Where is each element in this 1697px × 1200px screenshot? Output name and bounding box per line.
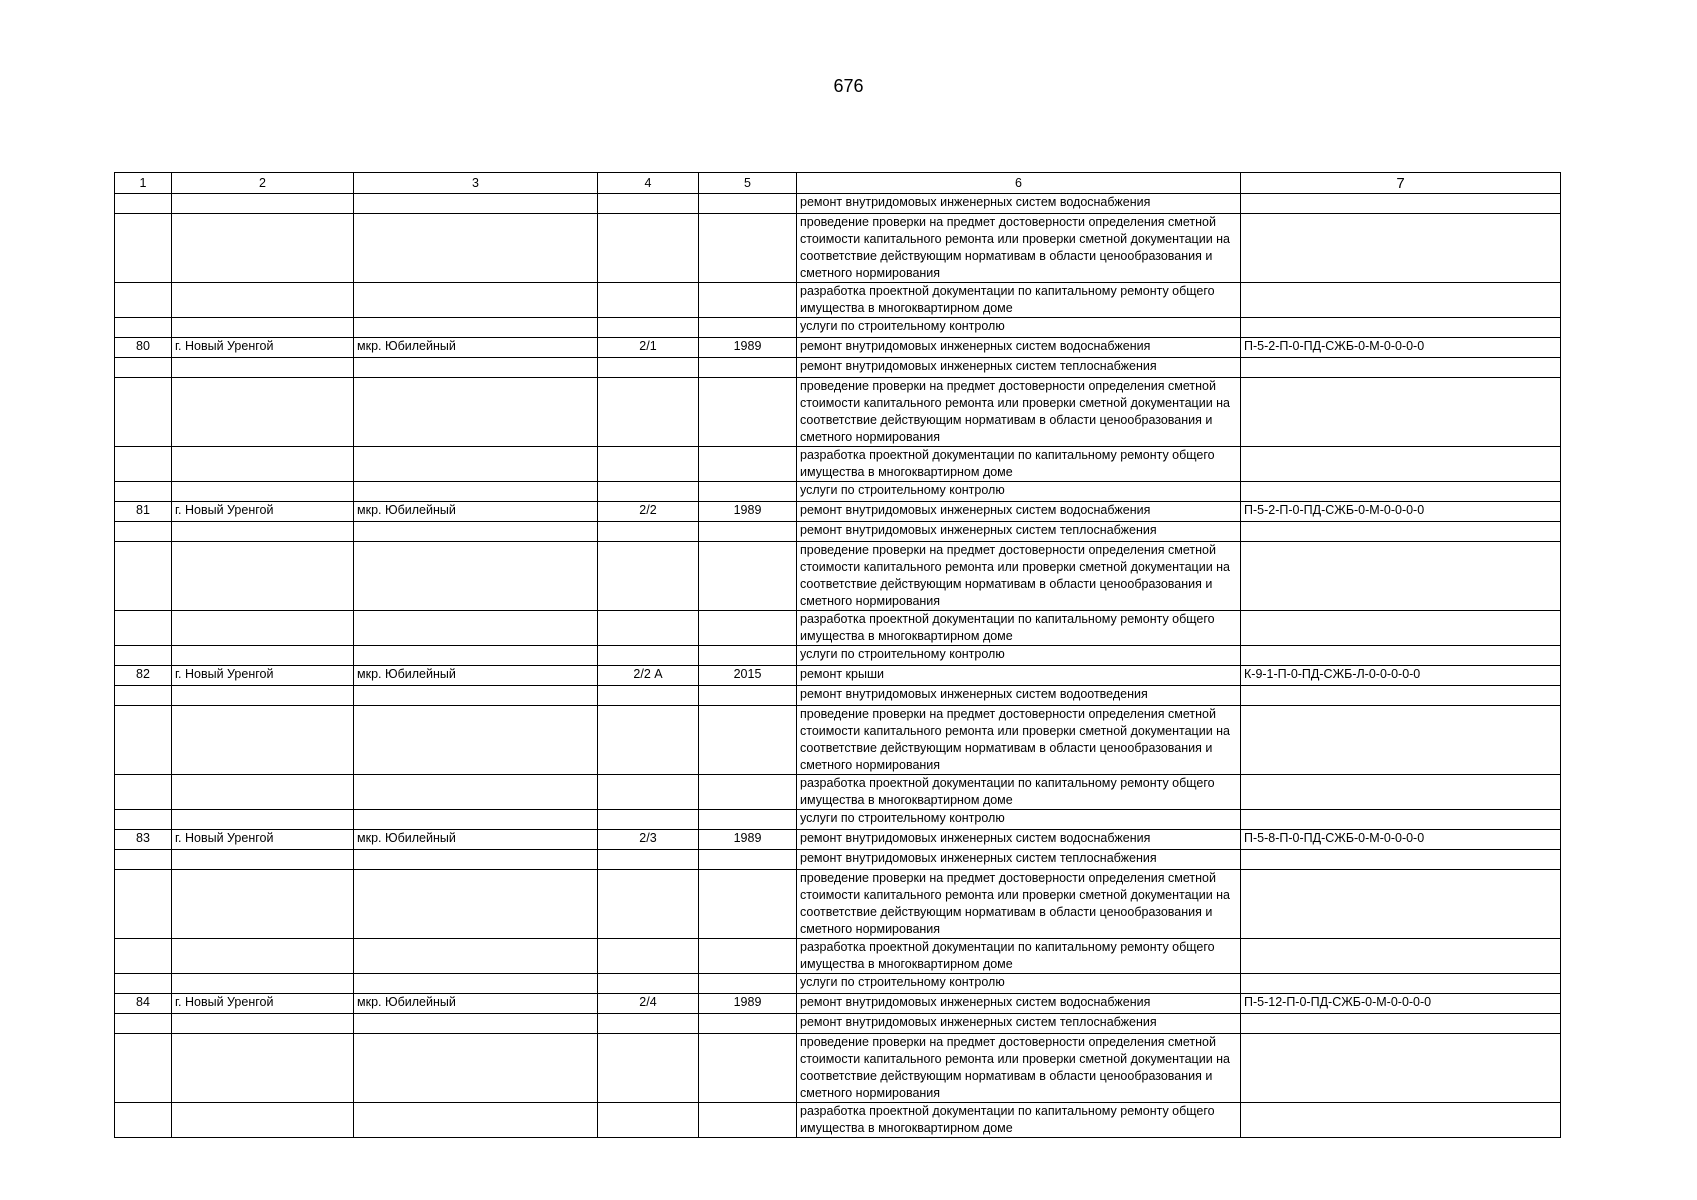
cell-col-5 xyxy=(699,283,797,318)
cell-col-1 xyxy=(115,611,172,646)
cell-col-5 xyxy=(699,974,797,994)
cell-col-2 xyxy=(172,522,354,542)
cell-col-7 xyxy=(1241,611,1561,646)
cell-col-6: ремонт внутридомовых инженерных систем водоотведения xyxy=(797,686,1241,706)
cell-col-5 xyxy=(699,646,797,666)
cell-col-4 xyxy=(598,358,699,378)
cell-col-3 xyxy=(354,447,598,482)
cell-col-6: услуги по строительному контролю xyxy=(797,974,1241,994)
cell-col-5: 1989 xyxy=(699,994,797,1014)
cell-col-4 xyxy=(598,378,699,447)
column-header-3: 3 xyxy=(354,173,598,194)
cell-col-4 xyxy=(598,482,699,502)
cell-col-7: К-9-1-П-0-ПД-СЖБ-Л-0-0-0-0-0 xyxy=(1241,666,1561,686)
table-row xyxy=(115,1034,1561,1103)
table-row xyxy=(115,775,1561,810)
cell-col-5: 1989 xyxy=(699,502,797,522)
cell-col-2: г. Новый Уренгой xyxy=(172,666,354,686)
cell-col-2 xyxy=(172,706,354,775)
cell-col-5 xyxy=(699,522,797,542)
cell-col-6: ремонт крыши xyxy=(797,666,1241,686)
cell-col-1: 81 xyxy=(115,502,172,522)
cell-col-4 xyxy=(598,810,699,830)
cell-col-3 xyxy=(354,194,598,214)
cell-col-7 xyxy=(1241,850,1561,870)
cell-col-3 xyxy=(354,850,598,870)
cell-col-7 xyxy=(1241,1034,1561,1103)
cell-col-2 xyxy=(172,283,354,318)
cell-col-7 xyxy=(1241,686,1561,706)
cell-col-7 xyxy=(1241,706,1561,775)
cell-col-5 xyxy=(699,870,797,939)
cell-col-6: ремонт внутридомовых инженерных систем водоснабжения xyxy=(797,830,1241,850)
cell-col-3 xyxy=(354,939,598,974)
cell-col-4 xyxy=(598,850,699,870)
cell-col-3 xyxy=(354,318,598,338)
cell-col-7 xyxy=(1241,358,1561,378)
cell-col-5 xyxy=(699,358,797,378)
cell-col-2 xyxy=(172,775,354,810)
cell-col-5 xyxy=(699,318,797,338)
table-row xyxy=(115,646,1561,666)
cell-col-4 xyxy=(598,283,699,318)
cell-col-2: г. Новый Уренгой xyxy=(172,338,354,358)
cell-col-3: мкр. Юбилейный xyxy=(354,338,598,358)
cell-col-2 xyxy=(172,870,354,939)
table-row xyxy=(115,666,1561,686)
cell-col-1 xyxy=(115,318,172,338)
cell-col-2 xyxy=(172,378,354,447)
cell-col-7: П-5-12-П-0-ПД-СЖБ-0-М-0-0-0-0 xyxy=(1241,994,1561,1014)
cell-col-7 xyxy=(1241,214,1561,283)
cell-col-6: разработка проектной документации по капитальному ремонту общего имущества в многоквартирном доме xyxy=(797,447,1241,482)
cell-col-5 xyxy=(699,482,797,502)
cell-col-4 xyxy=(598,522,699,542)
cell-col-2: г. Новый Уренгой xyxy=(172,830,354,850)
cell-col-6: ремонт внутридомовых инженерных систем водоснабжения xyxy=(797,194,1241,214)
cell-col-3 xyxy=(354,283,598,318)
cell-col-4 xyxy=(598,974,699,994)
cell-col-2 xyxy=(172,1103,354,1138)
column-header-1: 1 xyxy=(115,173,172,194)
cell-col-2 xyxy=(172,447,354,482)
cell-col-5 xyxy=(699,1034,797,1103)
cell-col-5 xyxy=(699,194,797,214)
cell-col-3 xyxy=(354,542,598,611)
cell-col-3 xyxy=(354,1034,598,1103)
cell-col-4 xyxy=(598,775,699,810)
cell-col-1 xyxy=(115,686,172,706)
cell-col-1 xyxy=(115,810,172,830)
cell-col-6: ремонт внутридомовых инженерных систем водоснабжения xyxy=(797,338,1241,358)
cell-col-1 xyxy=(115,1014,172,1034)
cell-col-1 xyxy=(115,775,172,810)
cell-col-1 xyxy=(115,706,172,775)
table-row xyxy=(115,522,1561,542)
cell-col-2 xyxy=(172,939,354,974)
cell-col-7: П-5-2-П-0-ПД-СЖБ-0-М-0-0-0-0 xyxy=(1241,502,1561,522)
cell-col-6: услуги по строительному контролю xyxy=(797,646,1241,666)
cell-col-7 xyxy=(1241,522,1561,542)
table-row xyxy=(115,706,1561,775)
cell-col-1 xyxy=(115,646,172,666)
cell-col-7 xyxy=(1241,1103,1561,1138)
table-row xyxy=(115,214,1561,283)
cell-col-2 xyxy=(172,810,354,830)
cell-col-2 xyxy=(172,611,354,646)
cell-col-4 xyxy=(598,318,699,338)
cell-col-4: 2/2 xyxy=(598,502,699,522)
table-row xyxy=(115,542,1561,611)
cell-col-1: 82 xyxy=(115,666,172,686)
cell-col-5: 1989 xyxy=(699,830,797,850)
table-row xyxy=(115,611,1561,646)
cell-col-1 xyxy=(115,939,172,974)
cell-col-6: ремонт внутридомовых инженерных систем теплоснабжения xyxy=(797,522,1241,542)
cell-col-1 xyxy=(115,870,172,939)
cell-col-3 xyxy=(354,974,598,994)
cell-col-3 xyxy=(354,1014,598,1034)
cell-col-7 xyxy=(1241,775,1561,810)
cell-col-6: ремонт внутридомовых инженерных систем водоснабжения xyxy=(797,502,1241,522)
table-row xyxy=(115,338,1561,358)
table-row xyxy=(115,939,1561,974)
cell-col-4 xyxy=(598,1034,699,1103)
cell-col-1 xyxy=(115,283,172,318)
cell-col-5 xyxy=(699,706,797,775)
cell-col-3 xyxy=(354,646,598,666)
cell-col-6: разработка проектной документации по капитальному ремонту общего имущества в многоквартирном доме xyxy=(797,1103,1241,1138)
cell-col-1 xyxy=(115,542,172,611)
table-row xyxy=(115,358,1561,378)
cell-col-5 xyxy=(699,611,797,646)
table-row xyxy=(115,194,1561,214)
column-header-5: 5 xyxy=(699,173,797,194)
cell-col-2 xyxy=(172,542,354,611)
repair-schedule-table xyxy=(114,172,1561,1138)
table-row xyxy=(115,1014,1561,1034)
table-row xyxy=(115,870,1561,939)
column-header-6: 6 xyxy=(797,173,1241,194)
cell-col-3 xyxy=(354,482,598,502)
column-header-2: 2 xyxy=(172,173,354,194)
cell-col-3 xyxy=(354,214,598,283)
table-row xyxy=(115,810,1561,830)
cell-col-4: 2/1 xyxy=(598,338,699,358)
cell-col-7 xyxy=(1241,810,1561,830)
table-row xyxy=(115,502,1561,522)
cell-col-7 xyxy=(1241,542,1561,611)
cell-col-5 xyxy=(699,214,797,283)
table-row xyxy=(115,447,1561,482)
cell-col-4: 2/3 xyxy=(598,830,699,850)
table-row xyxy=(115,974,1561,994)
table-row xyxy=(115,994,1561,1014)
table-row xyxy=(115,850,1561,870)
cell-col-7: П-5-2-П-0-ПД-СЖБ-0-М-0-0-0-0 xyxy=(1241,338,1561,358)
cell-col-3 xyxy=(354,611,598,646)
table-row xyxy=(115,318,1561,338)
cell-col-2 xyxy=(172,1034,354,1103)
cell-col-2 xyxy=(172,482,354,502)
cell-col-2 xyxy=(172,646,354,666)
cell-col-3 xyxy=(354,686,598,706)
cell-col-6: ремонт внутридомовых инженерных систем теплоснабжения xyxy=(797,1014,1241,1034)
cell-col-5: 2015 xyxy=(699,666,797,686)
cell-col-5 xyxy=(699,378,797,447)
cell-col-3 xyxy=(354,775,598,810)
cell-col-7 xyxy=(1241,939,1561,974)
cell-col-6: услуги по строительному контролю xyxy=(797,318,1241,338)
cell-col-1 xyxy=(115,214,172,283)
cell-col-3 xyxy=(354,810,598,830)
cell-col-1 xyxy=(115,194,172,214)
cell-col-7 xyxy=(1241,870,1561,939)
cell-col-6: разработка проектной документации по капитальному ремонту общего имущества в многоквартирном доме xyxy=(797,611,1241,646)
cell-col-5 xyxy=(699,939,797,974)
cell-col-6: проведение проверки на предмет достоверности определения сметной стоимости капитального ремонта или проверки сметной документации на соответствие действующим нормативам в области ценообразования и сметного нормирования xyxy=(797,870,1241,939)
cell-col-3: мкр. Юбилейный xyxy=(354,502,598,522)
cell-col-2 xyxy=(172,318,354,338)
table-row xyxy=(115,378,1561,447)
cell-col-5 xyxy=(699,1014,797,1034)
cell-col-4 xyxy=(598,939,699,974)
cell-col-2 xyxy=(172,850,354,870)
cell-col-7 xyxy=(1241,646,1561,666)
cell-col-1 xyxy=(115,1034,172,1103)
cell-col-7 xyxy=(1241,974,1561,994)
cell-col-6: разработка проектной документации по капитальному ремонту общего имущества в многоквартирном доме xyxy=(797,775,1241,810)
cell-col-3 xyxy=(354,358,598,378)
cell-col-4 xyxy=(598,646,699,666)
cell-col-4 xyxy=(598,447,699,482)
cell-col-3 xyxy=(354,1103,598,1138)
cell-col-6: ремонт внутридомовых инженерных систем теплоснабжения xyxy=(797,358,1241,378)
cell-col-6: проведение проверки на предмет достоверности определения сметной стоимости капитального ремонта или проверки сметной документации на соответствие действующим нормативам в области ценообразования и сметного нормирования xyxy=(797,214,1241,283)
table-body xyxy=(115,194,1561,1138)
cell-col-6: услуги по строительному контролю xyxy=(797,482,1241,502)
cell-col-7 xyxy=(1241,318,1561,338)
cell-col-4 xyxy=(598,686,699,706)
table-row xyxy=(115,830,1561,850)
cell-col-6: проведение проверки на предмет достоверности определения сметной стоимости капитального ремонта или проверки сметной документации на соответствие действующим нормативам в области ценообразования и сметного нормирования xyxy=(797,542,1241,611)
cell-col-1 xyxy=(115,850,172,870)
cell-col-2 xyxy=(172,686,354,706)
cell-col-1: 84 xyxy=(115,994,172,1014)
cell-col-1 xyxy=(115,1103,172,1138)
cell-col-1 xyxy=(115,482,172,502)
cell-col-4 xyxy=(598,214,699,283)
cell-col-7 xyxy=(1241,378,1561,447)
cell-col-4: 2/4 xyxy=(598,994,699,1014)
cell-col-3: мкр. Юбилейный xyxy=(354,830,598,850)
cell-col-6: услуги по строительному контролю xyxy=(797,810,1241,830)
cell-col-4 xyxy=(598,194,699,214)
cell-col-7 xyxy=(1241,194,1561,214)
cell-col-5 xyxy=(699,686,797,706)
cell-col-1: 83 xyxy=(115,830,172,850)
cell-col-7: П-5-8-П-0-ПД-СЖБ-0-М-0-0-0-0 xyxy=(1241,830,1561,850)
cell-col-6: разработка проектной документации по капитальному ремонту общего имущества в многоквартирном доме xyxy=(797,283,1241,318)
cell-col-1 xyxy=(115,522,172,542)
header-row xyxy=(115,173,1561,194)
cell-col-7 xyxy=(1241,447,1561,482)
cell-col-1 xyxy=(115,358,172,378)
cell-col-4 xyxy=(598,611,699,646)
cell-col-5: 1989 xyxy=(699,338,797,358)
cell-col-1: 80 xyxy=(115,338,172,358)
cell-col-2: г. Новый Уренгой xyxy=(172,994,354,1014)
cell-col-4 xyxy=(598,870,699,939)
cell-col-4: 2/2 А xyxy=(598,666,699,686)
table-row xyxy=(115,1103,1561,1138)
cell-col-6: проведение проверки на предмет достоверности определения сметной стоимости капитального ремонта или проверки сметной документации на соответствие действующим нормативам в области ценообразования и сметного нормирования xyxy=(797,378,1241,447)
cell-col-3 xyxy=(354,870,598,939)
table-row xyxy=(115,283,1561,318)
column-header-4: 4 xyxy=(598,173,699,194)
cell-col-4 xyxy=(598,706,699,775)
cell-col-1 xyxy=(115,447,172,482)
cell-col-6: ремонт внутридомовых инженерных систем теплоснабжения xyxy=(797,850,1241,870)
cell-col-1 xyxy=(115,974,172,994)
cell-col-3: мкр. Юбилейный xyxy=(354,666,598,686)
cell-col-2: г. Новый Уренгой xyxy=(172,502,354,522)
cell-col-6: разработка проектной документации по капитальному ремонту общего имущества в многоквартирном доме xyxy=(797,939,1241,974)
cell-col-4 xyxy=(598,1014,699,1034)
table-row xyxy=(115,482,1561,502)
cell-col-3 xyxy=(354,706,598,775)
cell-col-6: проведение проверки на предмет достоверности определения сметной стоимости капитального ремонта или проверки сметной документации на соответствие действующим нормативам в области ценообразования и сметного нормирования xyxy=(797,1034,1241,1103)
cell-col-1 xyxy=(115,378,172,447)
cell-col-5 xyxy=(699,810,797,830)
cell-col-6: ремонт внутридомовых инженерных систем водоснабжения xyxy=(797,994,1241,1014)
cell-col-3 xyxy=(354,522,598,542)
column-header-7: 7 xyxy=(1241,173,1561,194)
cell-col-3: мкр. Юбилейный xyxy=(354,994,598,1014)
table-row xyxy=(115,686,1561,706)
cell-col-5 xyxy=(699,542,797,611)
cell-col-5 xyxy=(699,850,797,870)
cell-col-6: проведение проверки на предмет достоверности определения сметной стоимости капитального ремонта или проверки сметной документации на соответствие действующим нормативам в области ценообразования и сметного нормирования xyxy=(797,706,1241,775)
cell-col-7 xyxy=(1241,482,1561,502)
cell-col-2 xyxy=(172,1014,354,1034)
cell-col-4 xyxy=(598,542,699,611)
cell-col-3 xyxy=(354,378,598,447)
cell-col-2 xyxy=(172,214,354,283)
cell-col-2 xyxy=(172,358,354,378)
cell-col-5 xyxy=(699,447,797,482)
cell-col-7 xyxy=(1241,283,1561,318)
page-number: 676 xyxy=(833,76,864,96)
cell-col-5 xyxy=(699,775,797,810)
cell-col-4 xyxy=(598,1103,699,1138)
cell-col-7 xyxy=(1241,1014,1561,1034)
cell-col-2 xyxy=(172,194,354,214)
cell-col-5 xyxy=(699,1103,797,1138)
cell-col-2 xyxy=(172,974,354,994)
